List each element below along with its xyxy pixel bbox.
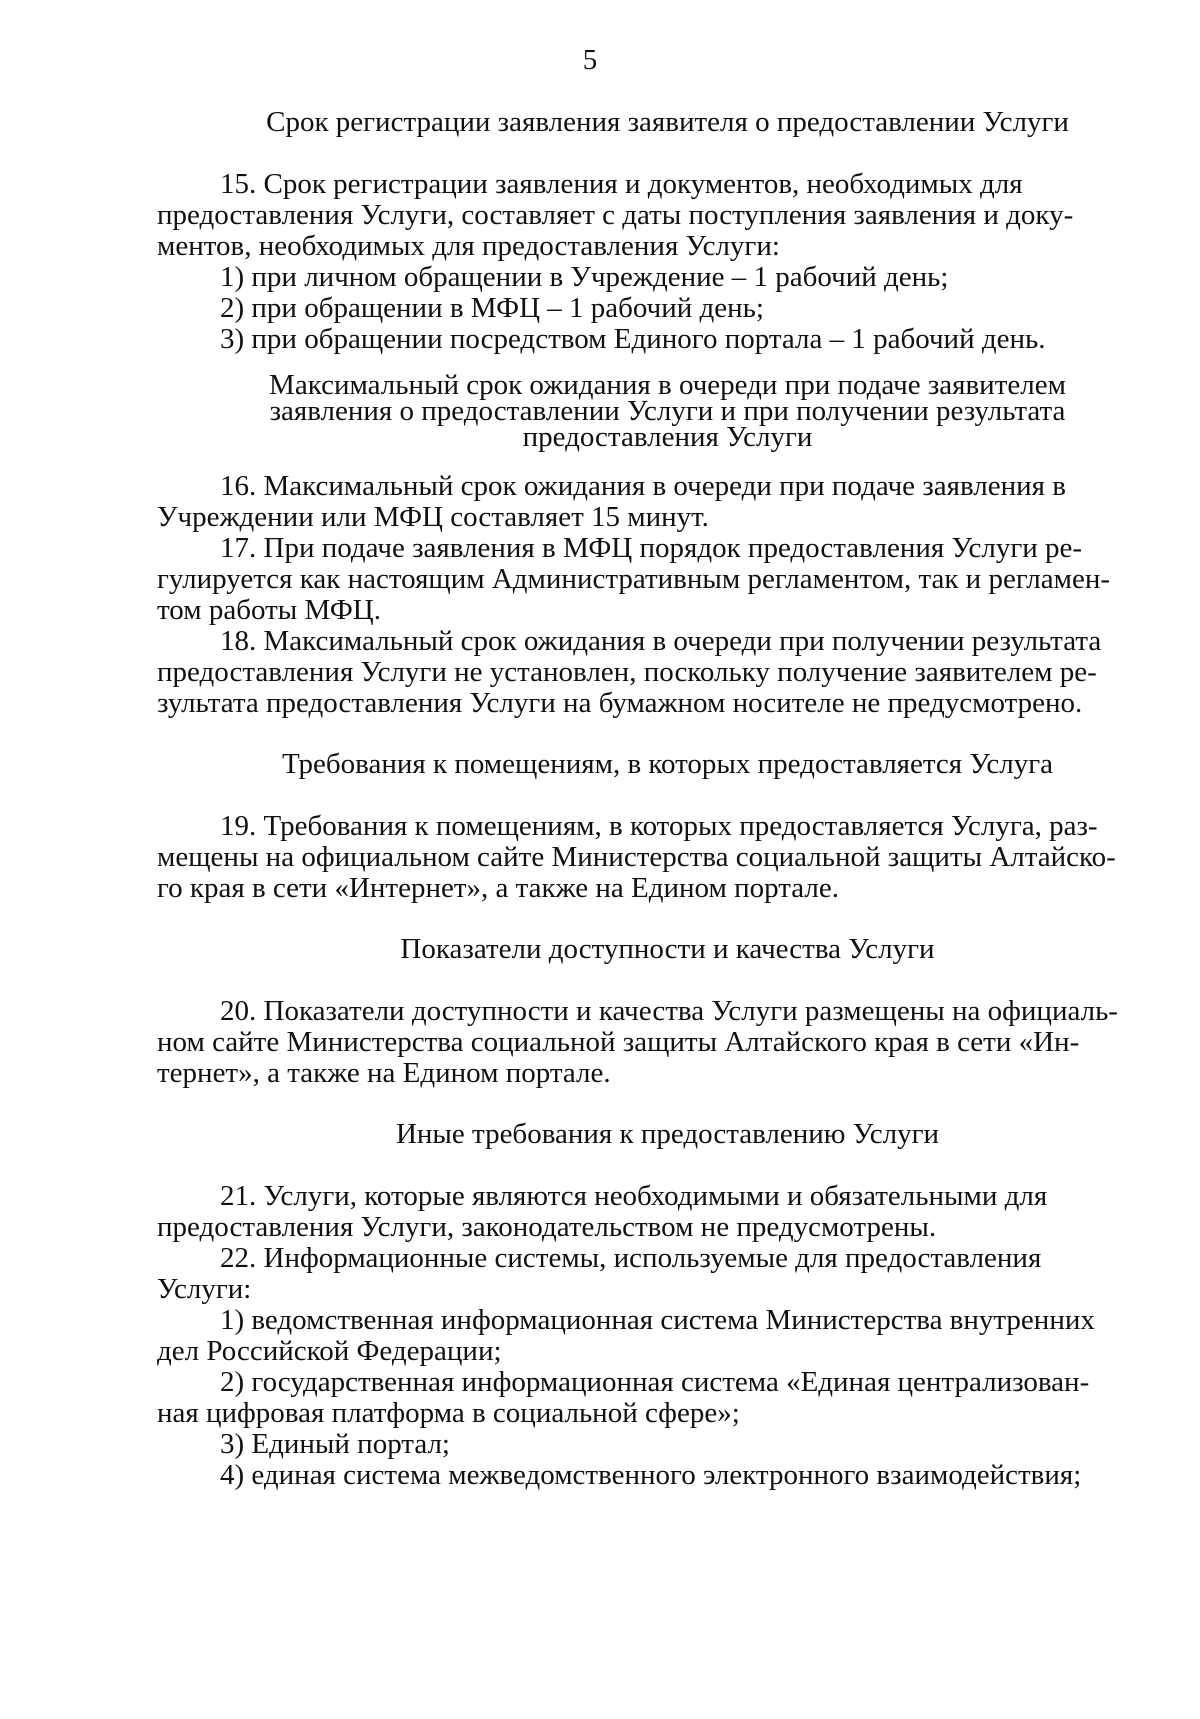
paragraph-18-line-1: 18. Максимальный срок ожидания в очереди при получении результата [220, 625, 1102, 657]
paragraph-17-line-3: том работы МФЦ. [157, 594, 381, 626]
paragraph-20-line-3: тернет», а также на Едином портале. [157, 1057, 611, 1089]
system-item-1-line-2: дел Российской Федерации; [157, 1335, 502, 1367]
paragraph-20-line-1: 20. Показатели доступности и качества Услуги размещены на официаль- [220, 995, 1118, 1027]
section-heading-waiting-time [150, 369, 1185, 453]
system-item-1-line-1: 1) ведомственная информационная система Министерства внутренних [220, 1304, 1095, 1336]
section-heading-registration: Срок регистрации заявления заявителя о предоставлении Услуги [266, 106, 1069, 138]
list-item-3: 3) при обращении посредством Единого портала – 1 рабочий день. [220, 323, 1046, 355]
paragraph-18-line-3: зультата предоставления Услуги на бумажном носителе не предусмотрено. [157, 687, 1083, 719]
paragraph-16-line-1: 16. Максимальный срок ожидания в очереди при подаче заявления в [220, 470, 1066, 502]
paragraph-22-line-1: 22. Информационные системы, используемые для предоставления [220, 1242, 1042, 1274]
paragraph-15-line-3: ментов, необходимых для предоставления Услуги: [157, 230, 780, 262]
paragraph-15-line-2: предоставления Услуги, составляет с даты поступления заявления и доку- [157, 199, 1074, 231]
paragraph-19-line-1: 19. Требования к помещениям, в которых предоставляется Услуга, раз- [220, 810, 1098, 842]
paragraph-16-line-2: Учреждении или МФЦ составляет 15 минут. [157, 501, 709, 533]
list-item-1: 1) при личном обращении в Учреждение – 1 рабочий день; [220, 261, 949, 293]
system-item-3: 3) Единый портал; [220, 1428, 450, 1460]
paragraph-20-line-2: ном сайте Министерства социальной защиты Алтайского края в сети «Ин- [157, 1026, 1080, 1058]
paragraph-19-line-3: го края в сети «Интернет», а также на Едином портале. [157, 872, 839, 904]
paragraph-17-line-1: 17. При подаче заявления в МФЦ порядок предоставления Услуги ре- [220, 532, 1083, 564]
paragraph-17-line-2: гулируется как настоящим Административным регламентом, так и регламен- [157, 563, 1110, 595]
section-heading-other-requirements: Иные требования к предоставлению Услуги [395, 1118, 940, 1150]
paragraph-18-line-2: предоставления Услуги не установлен, поскольку получение заявителем ре- [157, 656, 1097, 688]
section-heading-premises: Требования к помещениям, в которых предоставляется Услуга [281, 748, 1054, 780]
paragraph-19-line-2: мещены на официальном сайте Министерства социальной защиты Алтайско- [157, 841, 1116, 873]
page-number: 5 [582, 44, 598, 76]
paragraph-21-line-1: 21. Услуги, которые являются необходимыми и обязательными для [220, 1180, 1048, 1212]
paragraph-22-line-2: Услуги: [157, 1273, 252, 1305]
heading-line: Максимальный срок ожидания в очереди при подаче заявителем [269, 369, 1066, 401]
section-heading-accessibility: Показатели доступности и качества Услуги [400, 933, 935, 965]
heading-line: предоставления Услуги [522, 421, 813, 453]
list-item-2: 2) при обращении в МФЦ – 1 рабочий день; [220, 292, 764, 324]
paragraph-15-line-1: 15. Срок регистрации заявления и документов, необходимых для [220, 168, 1023, 200]
system-item-4: 4) единая система межведомственного электронного взаимодействия; [220, 1459, 1082, 1491]
heading-line: заявления о предоставлении Услуги и при получении результата [269, 395, 1066, 427]
system-item-2-line-1: 2) государственная информационная система «Единая централизован- [220, 1366, 1090, 1398]
paragraph-21-line-2: предоставления Услуги, законодательством не предусмотрены. [157, 1211, 937, 1243]
system-item-2-line-2: ная цифровая платформа в социальной сфере»; [157, 1397, 740, 1429]
